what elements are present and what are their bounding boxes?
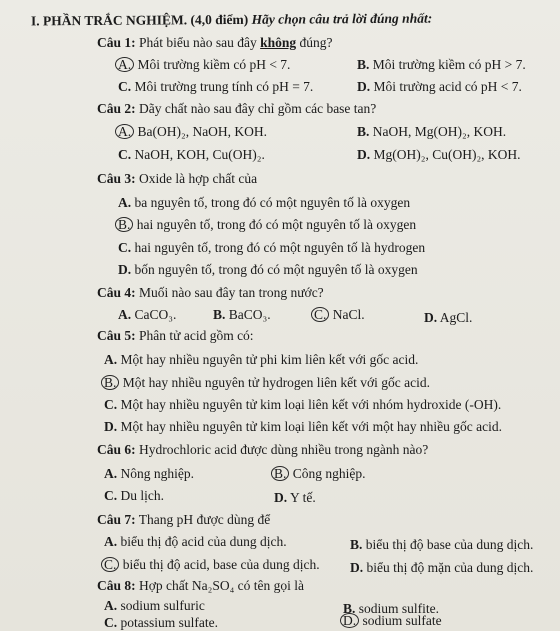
question-7-stem (97, 512, 270, 528)
q6-option-d-letter: D. (274, 490, 288, 505)
q5-option-c[interactable] (104, 397, 501, 413)
q3-option-b-text: hai nguyên tố, trong đó có một nguyên tố là oxygen (136, 217, 417, 232)
q6-option-c-text: Du lịch. (120, 488, 164, 503)
question-5-stem (97, 328, 254, 344)
q6-option-a-letter: A. (104, 466, 118, 481)
q7-option-a-text: biểu thị độ acid của dung dịch. (120, 534, 287, 549)
question-3-text: Oxide là hợp chất của (139, 171, 258, 186)
q5-option-b[interactable] (104, 375, 430, 391)
q2-option-c[interactable] (118, 147, 265, 163)
question-4-label: Câu 4: (97, 285, 136, 300)
q4-option-b-letter: B. (213, 307, 226, 322)
q4-option-d-letter: D. (424, 310, 438, 325)
q8-option-c-letter: C. (104, 615, 118, 630)
q5-option-a-letter: A. (104, 352, 118, 367)
q6-option-b-text: Công nghiệp. (292, 466, 366, 481)
answer-circle-mark: B. (101, 375, 119, 390)
q7-option-b-text: biểu thị độ base của dung dịch. (365, 537, 534, 552)
question-7-label: Câu 7: (97, 512, 136, 527)
q1-option-b-letter: B. (357, 57, 370, 72)
question-4-text: Muối nào sau đây tan trong nước? (139, 285, 324, 300)
q7-option-b-letter: B. (350, 537, 363, 552)
q4-option-c-text: NaCl. (332, 307, 365, 322)
question-5-label: Câu 5: (97, 328, 136, 343)
section-title: I. PHẦN TRẮC NGHIỆM. (30, 12, 188, 29)
q2-option-b[interactable] (357, 124, 506, 140)
q6-option-d-text: Y tế. (290, 490, 316, 505)
answer-circle-mark: C. (101, 557, 119, 572)
q7-option-c-text: biểu thị độ acid, base của dung dịch. (122, 557, 320, 572)
question-1-emphasis: không (260, 35, 297, 50)
answer-circle-mark: B. (271, 466, 289, 481)
q8-option-a[interactable] (104, 598, 205, 614)
answer-circle-mark: A. (115, 124, 134, 139)
question-1-label: Câu 1: (97, 35, 136, 50)
q4-option-c[interactable] (314, 307, 365, 323)
q2-option-a-text: Ba(OH)₂, NaOH, KOH. (137, 124, 268, 139)
q7-option-d[interactable] (350, 560, 533, 576)
q6-option-d[interactable] (274, 490, 316, 506)
q3-option-a-text: ba nguyên tố, trong đó có một nguyên tố là oxygen (134, 195, 411, 210)
q1-option-b[interactable] (357, 57, 526, 73)
question-7-text: Thang pH được dùng để (138, 512, 271, 527)
q2-option-b-letter: B. (357, 124, 370, 139)
q8-option-b-letter: B. (343, 601, 356, 616)
answer-circle-mark: D. (340, 613, 359, 628)
q2-option-a[interactable] (118, 124, 267, 140)
q4-option-d-text: AgCl. (439, 310, 473, 325)
q2-option-b-text: NaOH, Mg(OH)₂, KOH. (372, 124, 507, 139)
q2-option-c-text: NaOH, KOH, Cu(OH)₂. (134, 147, 265, 162)
q1-option-a[interactable] (118, 57, 290, 73)
q1-option-b-text: Môi trường kiềm có pH > 7. (372, 57, 526, 72)
q5-option-a[interactable] (104, 352, 418, 368)
answer-circle-mark: C. (311, 307, 329, 322)
question-6-text: Hydrochloric acid được dùng nhiều trong ngành nào? (139, 442, 429, 457)
question-3-label: Câu 3: (97, 171, 136, 186)
question-8-text: Hợp chất Na₂SO₄ có tên gọi là (139, 578, 305, 593)
q6-option-a[interactable] (104, 466, 194, 482)
q4-option-a-text: CaCO₃. (134, 307, 177, 322)
q4-option-b-text: BaCO₃. (228, 307, 271, 322)
q1-option-c-text: Môi trường trung tính có pH = 7. (134, 79, 314, 94)
q1-option-d-text: Môi trường acid có pH < 7. (373, 79, 522, 94)
q8-option-d-text: sodium sulfate (362, 613, 442, 628)
q6-option-b[interactable] (274, 466, 366, 482)
question-1-stem (97, 35, 333, 51)
q3-option-a[interactable] (118, 195, 410, 211)
question-5-text: Phân tử acid gồm có: (139, 328, 254, 343)
question-3-stem (97, 171, 257, 187)
q8-option-b-text: sodium sulfite. (358, 601, 440, 616)
answer-circle-mark: B. (115, 217, 133, 232)
q8-option-a-text: sodium sulfuric (120, 598, 205, 613)
q4-option-a-letter: A. (118, 307, 132, 322)
question-6-stem (97, 442, 428, 458)
q8-option-c[interactable] (104, 615, 218, 631)
q5-option-c-text: Một hay nhiều nguyên tử kim loại liên kết với nhóm hydroxide (-OH). (120, 397, 502, 412)
question-2-stem (97, 101, 376, 117)
question-8-label: Câu 8: (97, 578, 136, 593)
q5-option-d-text: Một hay nhiều nguyên tử kim loại liên kết với một hay nhiều gốc acid. (120, 419, 503, 434)
q1-option-d[interactable] (357, 79, 522, 95)
q4-option-a[interactable] (118, 307, 176, 323)
question-1-text-before: Phát biểu nào sau đây (139, 35, 261, 50)
q8-option-d[interactable] (343, 613, 442, 629)
q3-option-b[interactable] (118, 217, 416, 233)
q3-option-d[interactable] (118, 262, 418, 278)
q5-option-d[interactable] (104, 419, 502, 435)
question-2-label: Câu 2: (97, 101, 136, 116)
q3-option-a-letter: A. (118, 195, 132, 210)
question-4-stem (97, 285, 324, 301)
q3-option-d-letter: D. (118, 262, 132, 277)
q7-option-d-text: biểu thị độ mặn của dung dịch. (366, 560, 534, 575)
q5-option-d-letter: D. (104, 419, 118, 434)
q2-option-d-letter: D. (357, 147, 371, 162)
section-points: (4,0 điểm) (190, 11, 249, 28)
q6-option-c-letter: C. (104, 488, 118, 503)
q5-option-b-text: Một hay nhiều nguyên tử hydrogen liên kết với gốc acid. (122, 375, 431, 390)
q1-option-d-letter: D. (357, 79, 371, 94)
q3-option-c[interactable] (118, 240, 425, 256)
q5-option-a-text: Một hay nhiều nguyên tử phi kim liên kết với gốc acid. (120, 352, 419, 367)
q1-option-c[interactable] (118, 79, 313, 95)
q7-option-a-letter: A. (104, 534, 118, 549)
q3-option-c-text: hai nguyên tố, trong đó có một nguyên tố là hydrogen (134, 240, 426, 255)
q6-option-c[interactable] (104, 488, 164, 504)
q3-option-d-text: bốn nguyên tố, trong đó có một nguyên tố là oxygen (134, 262, 418, 277)
answer-circle-mark: A. (115, 57, 134, 72)
q2-option-c-letter: C. (118, 147, 132, 162)
q4-option-d[interactable] (424, 310, 472, 326)
question-8-stem (97, 578, 304, 594)
q1-option-c-letter: C. (118, 79, 132, 94)
q2-option-d-text: Mg(OH)₂, Cu(OH)₂, KOH. (373, 147, 521, 162)
q7-option-c[interactable] (104, 557, 320, 573)
q8-option-a-letter: A. (104, 598, 118, 613)
q7-option-b[interactable] (350, 537, 533, 553)
q7-option-a[interactable] (104, 534, 287, 550)
q5-option-c-letter: C. (104, 397, 118, 412)
question-2-text: Dãy chất nào sau đây chỉ gồm các base tan? (139, 101, 377, 116)
section-heading (31, 11, 432, 30)
q6-option-a-text: Nông nghiệp. (120, 466, 194, 481)
q8-option-c-text: potassium sulfate. (120, 615, 218, 630)
q2-option-d[interactable] (357, 147, 521, 163)
q4-option-b[interactable] (213, 307, 271, 323)
q1-option-a-text: Môi trường kiềm có pH < 7. (137, 57, 291, 72)
section-instruction: Hãy chọn câu trả lời đúng nhất: (251, 10, 433, 27)
q7-option-d-letter: D. (350, 560, 364, 575)
q3-option-c-letter: C. (118, 240, 132, 255)
question-1-text-after: đúng? (296, 35, 333, 50)
question-6-label: Câu 6: (97, 442, 136, 457)
